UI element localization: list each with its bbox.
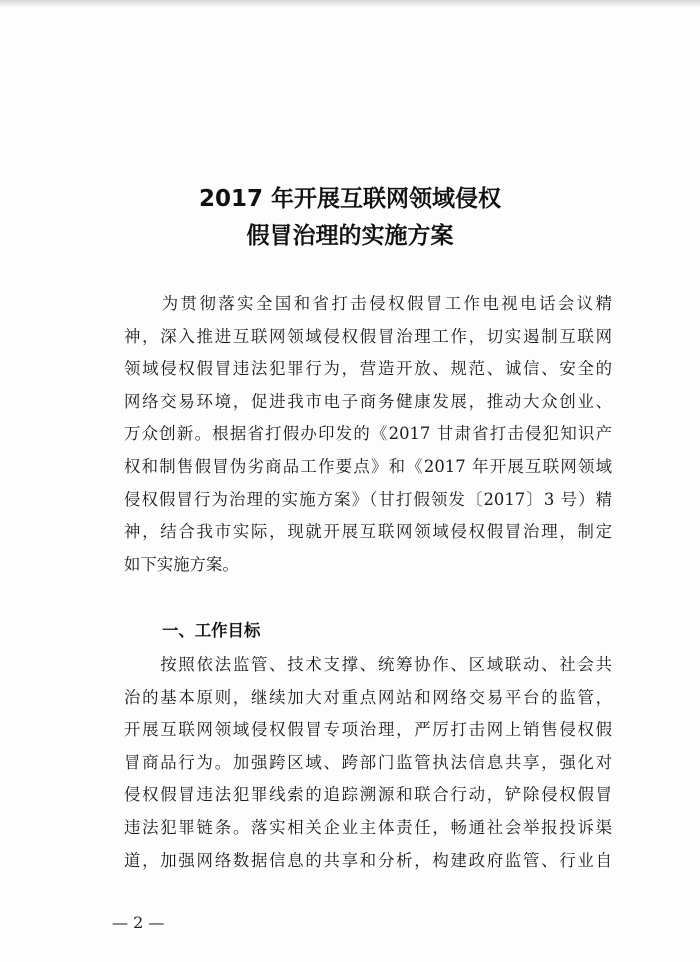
paragraph-line: 神，结合我市实际，现就开展互联网领域侵权假冒治理，制定	[124, 522, 612, 542]
document-title-line-2: 假冒治理的实施方案	[246, 223, 454, 249]
paragraph-line: 权和制售假冒伪劣商品工作要点》和《2017 年开展互联网领域	[124, 456, 612, 476]
paragraph-line: 神，深入推进互联网领域侵权假冒治理工作，切实遏制互联网	[124, 326, 612, 346]
paragraph-line: 为贯彻落实全国和省打击侵权假冒工作电视电话会议精	[124, 294, 612, 313]
paragraph-line: 侵权假冒行为治理的实施方案》（甘打假领发〔2017〕3 号）精	[124, 489, 612, 509]
page-number: — 2 —	[112, 913, 165, 932]
paragraph-line: 治的基本原则，继续加大对重点网站和网络交易平台的监管，	[124, 687, 612, 707]
paragraph-line: 领域侵权假冒违法犯罪行为，营造开放、规范、诚信、安全的	[124, 359, 612, 379]
paragraph-line: 道，加强网络数据信息的共享和分析，构建政府监管、行业自	[124, 850, 612, 870]
paragraph-work-goals	[124, 649, 612, 877]
paragraph-line: 万众创新。根据省打假办印发的《2017 甘肃省打击侵犯知识产	[124, 424, 612, 444]
document-title-line-1: 2017 年开展互联网领域侵权	[198, 186, 502, 212]
paragraph-line: 网络交易环境，促进我市电子商务健康发展，推动大众创业、	[124, 391, 612, 411]
paragraph-intro	[124, 288, 612, 581]
paragraph-line: 违法犯罪链条。落实相关企业主体责任，畅通社会举报投诉渠	[124, 817, 612, 837]
section-heading-work-goals: 一、工作目标	[162, 621, 261, 640]
scan-edge-shadow	[0, 0, 700, 8]
paragraph-line: 如下实施方案。	[124, 554, 239, 574]
paragraph-line: 冒商品行为。加强跨区域、跨部门监管执法信息共享，强化对	[124, 752, 612, 772]
paragraph-line: 按照依法监管、技术支撑、统筹协作、区域联动、社会共	[124, 655, 612, 674]
paragraph-line: 开展互联网领域侵权假冒专项治理，严厉打击网上销售侵权假	[124, 720, 612, 740]
paragraph-line: 侵权假冒违法犯罪线索的追踪溯源和联合行动，铲除侵权假冒	[124, 785, 612, 805]
